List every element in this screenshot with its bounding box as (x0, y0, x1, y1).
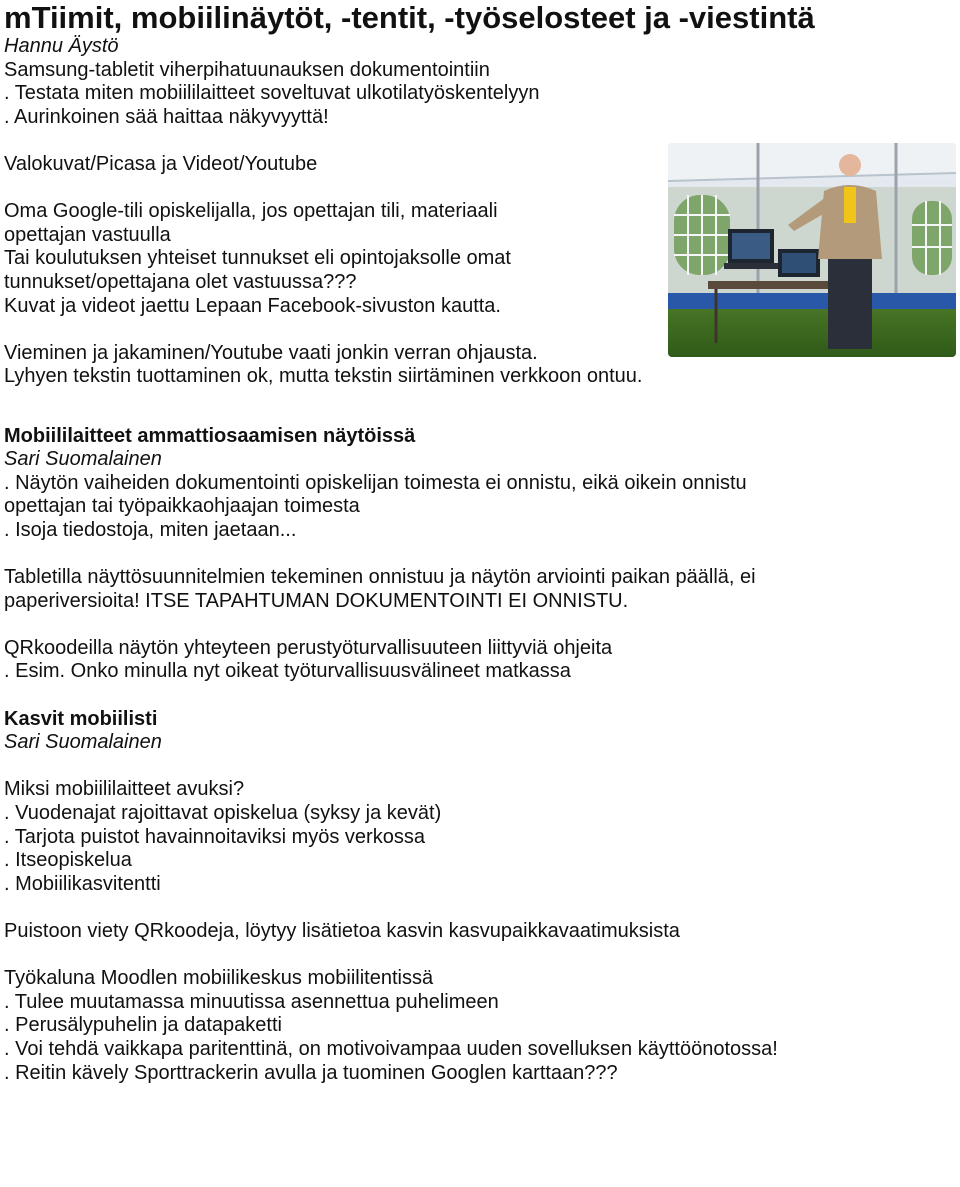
tent-presentation-photo (668, 143, 956, 357)
paragraph-line: . Voi tehdä vaikkapa paritenttinä, on motivoivampaa uuden sovelluksen käyttöönotossa! (4, 1037, 778, 1060)
paragraph-line: Tabletilla näyttösuunnitelmien tekeminen onnistuu ja näytön arviointi paikan päällä, ei (4, 566, 756, 589)
paragraph-line: . Isoja tiedostoja, miten jaetaan... (4, 518, 297, 541)
section1-author: Hannu Äystö (4, 35, 119, 57)
section2-author: Sari Suomalainen (4, 448, 162, 471)
paragraph-line: Kuvat ja videot jaettu Lepaan Facebook-sivuston kautta. (4, 294, 501, 317)
paragraph-line: Vieminen ja jakaminen/Youtube vaati jonkin verran ohjausta. (4, 341, 538, 364)
paragraph-line: . Perusälypuhelin ja datapaketti (4, 1014, 282, 1037)
paragraph-line: . Vuodenajat rajoittavat opiskelua (syksy ja kevät) (4, 802, 442, 824)
paragraph-line: . Tulee muutamassa minuutissa asennettua puhelimeen (4, 990, 499, 1013)
paragraph-line: opettajan vastuulla (4, 223, 171, 246)
paragraph-line: Lyhyen tekstin tuottaminen ok, mutta tekstin siirtäminen verkkoon ontuu. (4, 365, 643, 388)
paragraph-line: paperiversioita! ITSE TAPAHTUMAN DOKUMENTOINTI EI ONNISTU. (4, 589, 629, 612)
paragraph-line: Valokuvat/Picasa ja Videot/Youtube (4, 152, 318, 175)
paragraph-line: tunnukset/opettajana olet vastuussa??? (4, 270, 357, 293)
paragraph-line: Samsung-tabletit viherpihatuunauksen dokumentointiin (4, 58, 490, 81)
paragraph-line: . Testata miten mobiililaitteet soveltuvat ulkotilatyöskentelyyn (4, 82, 540, 105)
paragraph-line: opettajan tai työpaikkaohjaajan toimesta (4, 495, 360, 518)
paragraph-line: Oma Google-tili opiskelijalla, jos opettajan tili, materiaali (4, 200, 498, 223)
paragraph-line: . Aurinkoinen sää haittaa näkyvyyttä! (4, 105, 329, 128)
paragraph-line: QRkoodeilla näytön yhteyteen perustyöturvallisuuteen liittyviä ohjeita (4, 636, 613, 659)
paragraph-line: Puistoon viety QRkoodeja, löytyy lisätietoa kasvin kasvupaikkavaatimuksista (4, 919, 680, 942)
paragraph-line: . Mobiilikasvitentti (4, 872, 161, 895)
paragraph-line: Tai koulutuksen yhteiset tunnukset eli opintojaksolle omat (4, 247, 511, 270)
paragraph-line: . Tarjota puistot havainnoitaviksi myös verkossa (4, 825, 425, 848)
paragraph-line: Miksi mobiililaitteet avuksi? (4, 778, 245, 801)
page-title: mTiimit, mobiilinäytöt, -tentit, -työselosteet ja -viestintä (4, 0, 815, 35)
section3-author: Sari Suomalainen (4, 731, 162, 754)
paragraph-line: Työkaluna Moodlen mobiilikeskus mobiilitentissä (4, 967, 434, 990)
section3-heading: Kasvit mobiilisti (4, 707, 158, 730)
paragraph-line: . Näytön vaiheiden dokumentointi opiskelijan toimesta ei onnistu, eikä oikein onnistu (4, 471, 747, 494)
section2-heading: Mobiililaitteet ammattiosaamisen näytöissä (4, 424, 416, 447)
paragraph-line: . Esim. Onko minulla nyt oikeat työturvallisuusvälineet matkassa (4, 660, 571, 683)
paragraph-line: . Reitin kävely Sporttrackerin avulla ja tuominen Googlen karttaan??? (4, 1061, 618, 1084)
paragraph-line: . Itseopiskelua (4, 849, 132, 872)
